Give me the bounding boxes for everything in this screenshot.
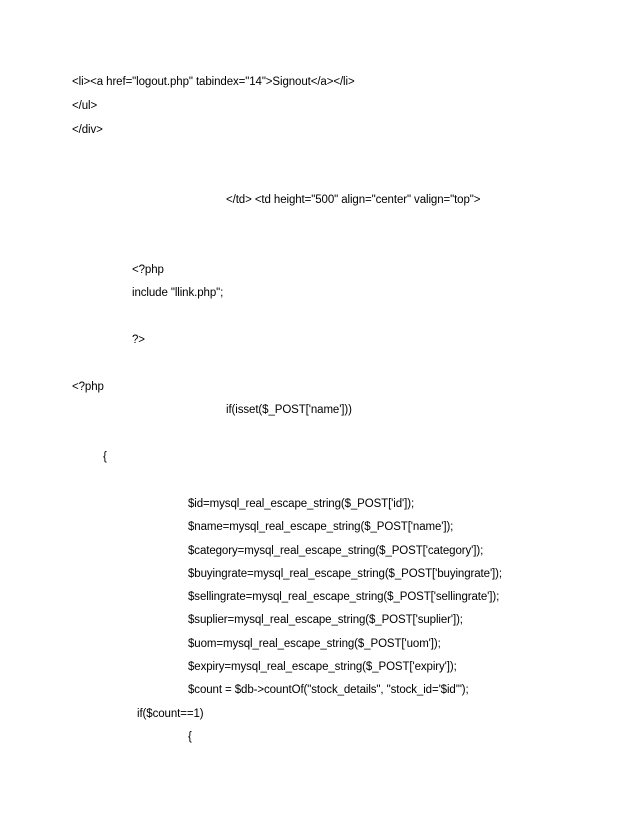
code-line: <?php — [132, 264, 164, 276]
code-line: $expiry=mysql_real_escape_string($_POST['expiry']); — [188, 661, 457, 673]
code-line: $suplier=mysql_real_escape_string($_POST['suplier']); — [188, 614, 463, 626]
code-line: </ul> — [72, 100, 98, 112]
code-line: $sellingrate=mysql_real_escape_string($_POST['sellingrate']); — [188, 591, 500, 603]
code-line: include "llink.php"; — [132, 287, 224, 299]
code-line: $id=mysql_real_escape_string($_POST['id']); — [188, 498, 415, 510]
code-line: ?> — [132, 334, 145, 346]
code-line: $category=mysql_real_escape_string($_POST['category']); — [188, 545, 484, 557]
code-line: if($count==1) — [137, 708, 204, 720]
code-line: $name=mysql_real_escape_string($_POST['name']); — [188, 521, 454, 533]
code-line: </td> <td height="500" align="center" valign="top"> — [226, 194, 481, 206]
code-line: <li><a href="logout.php" tabindex="14">Signout</a></li> — [72, 76, 355, 88]
code-line: if(isset($_POST['name'])) — [226, 404, 352, 416]
code-line: <?php — [72, 381, 104, 393]
code-line: $buyingrate=mysql_real_escape_string($_POST['buyingrate']); — [188, 568, 502, 580]
code-line: </div> — [72, 124, 103, 136]
code-line: { — [188, 731, 192, 743]
code-line: $count = $db->countOf("stock_details", "stock_id='$id'"); — [188, 684, 469, 696]
code-line: { — [103, 451, 107, 463]
code-line: $uom=mysql_real_escape_string($_POST['uom']); — [188, 638, 441, 650]
